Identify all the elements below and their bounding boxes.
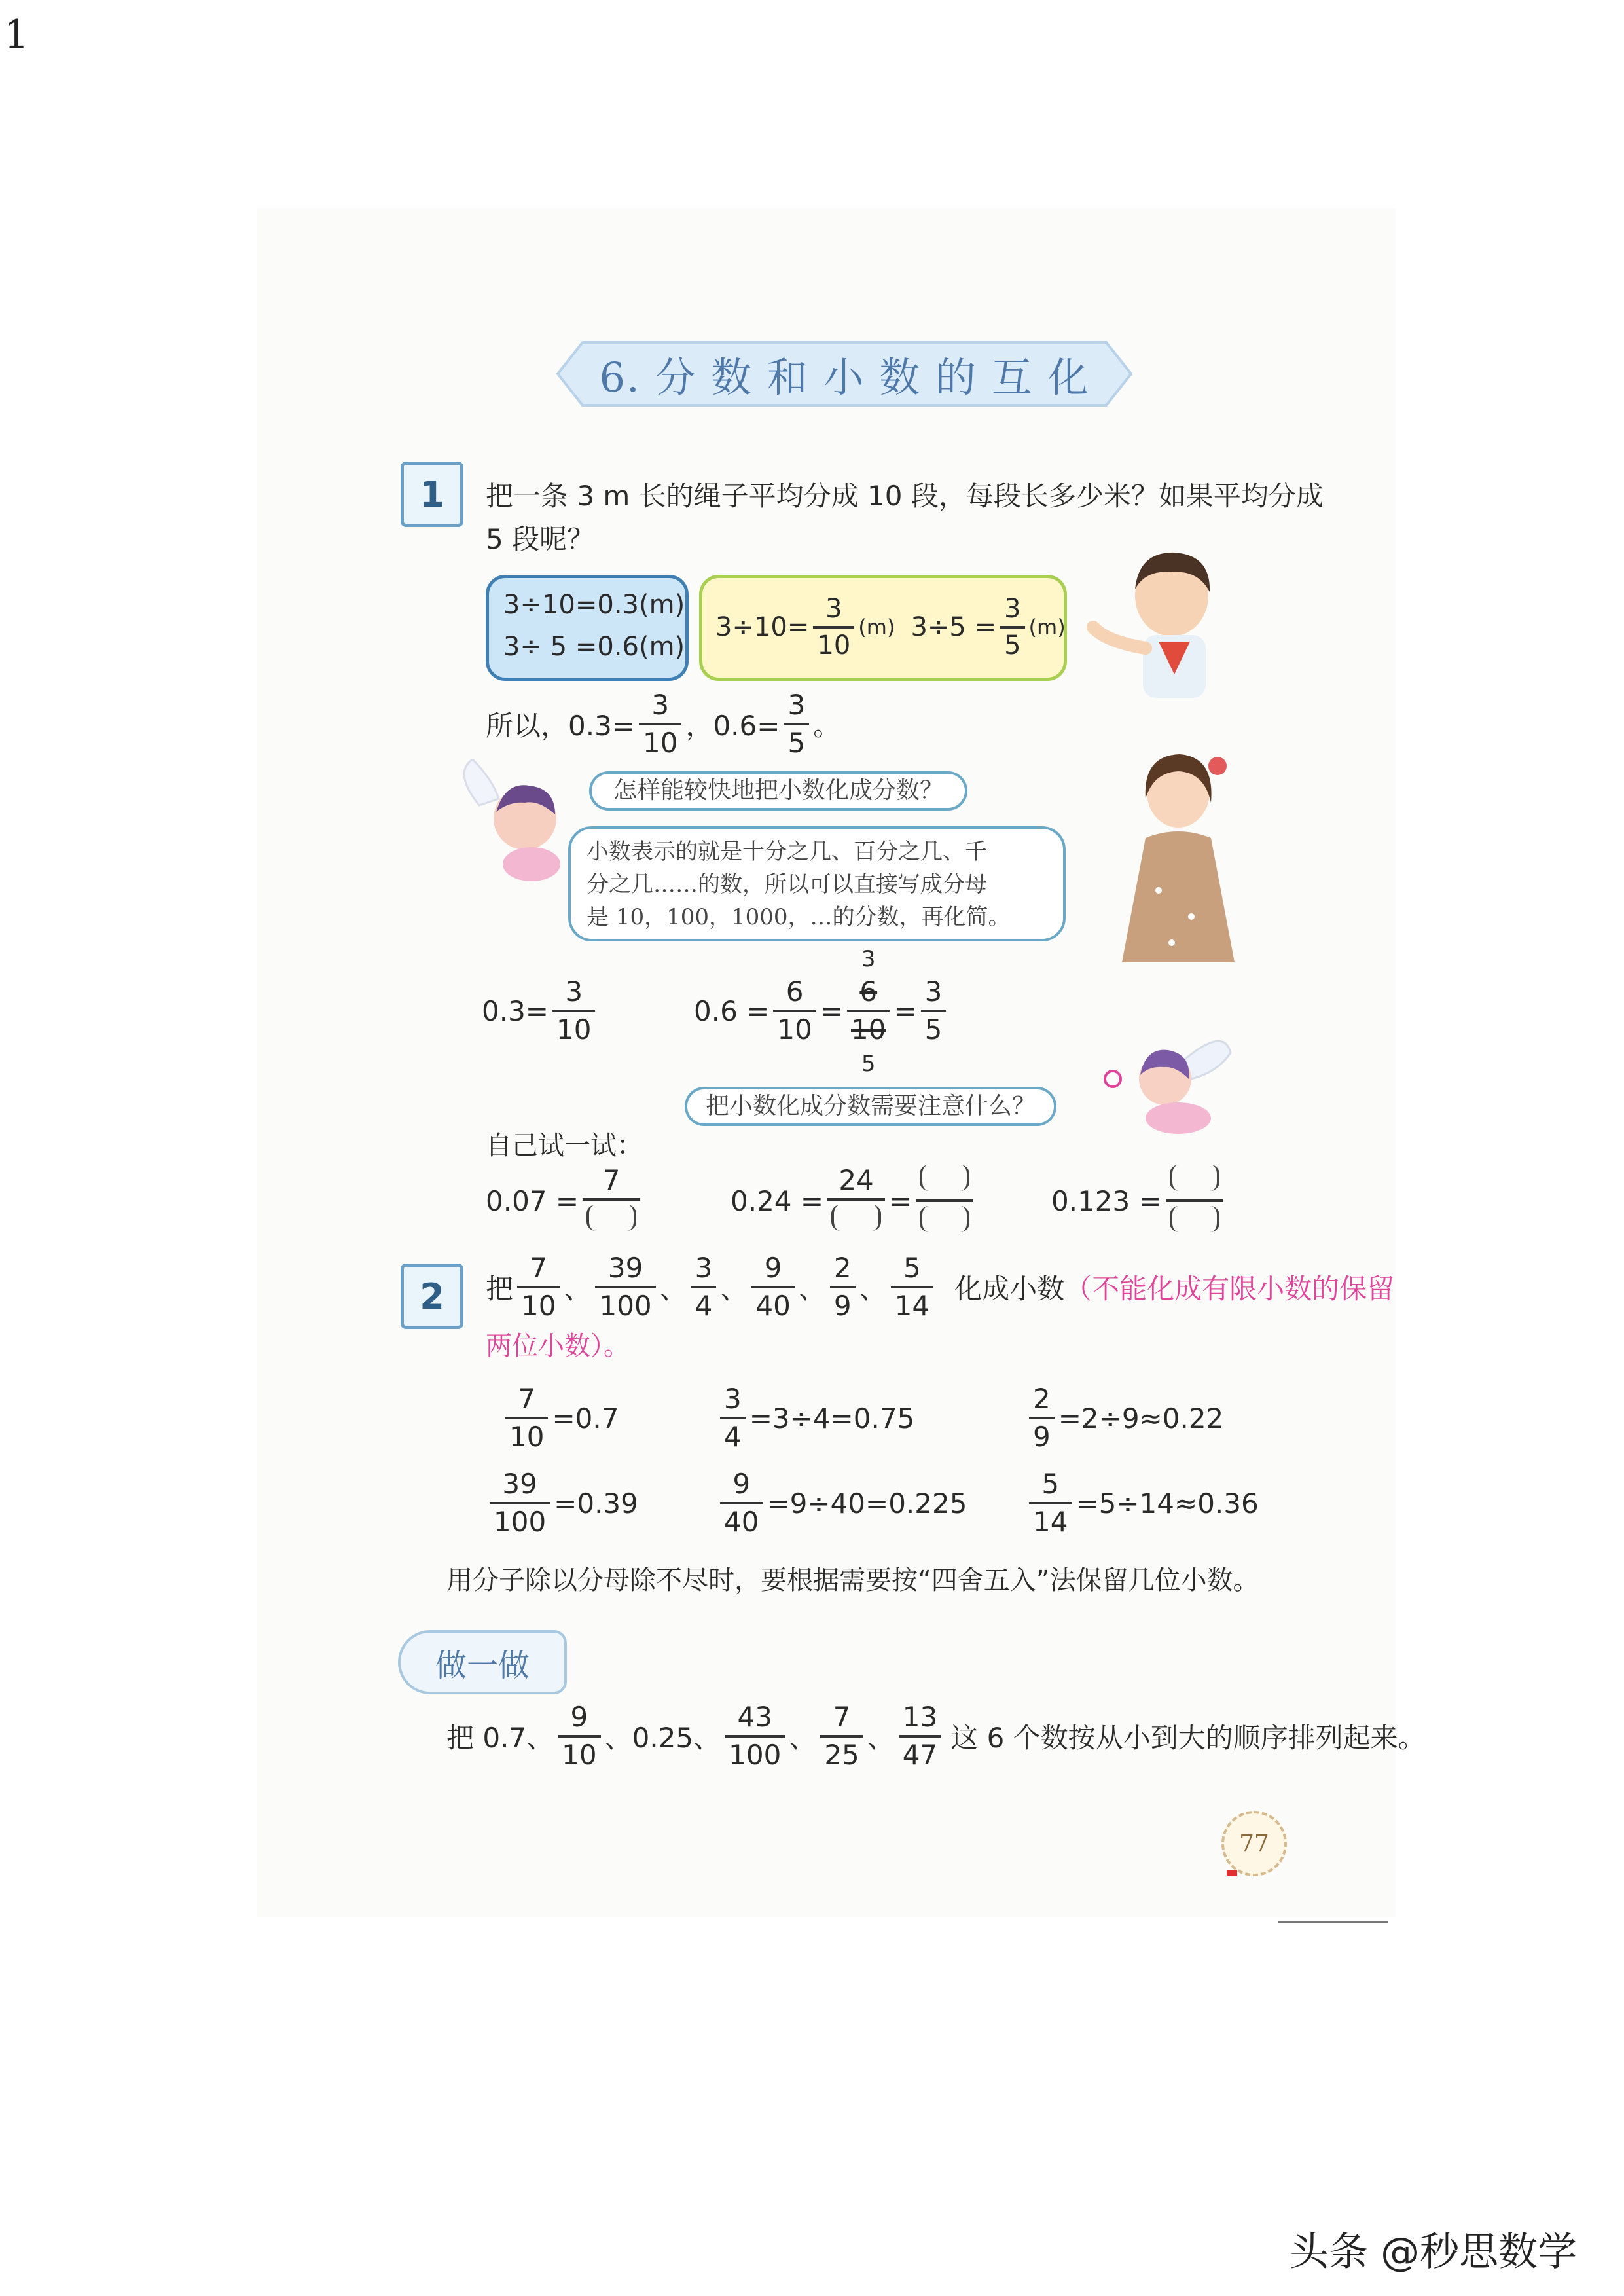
answer-row <box>501 1381 619 1455</box>
page-title: 6. 分 数 和 小 数 的 互 化 <box>599 353 1090 401</box>
blank-numerator[interactable] <box>920 1165 969 1191</box>
try-1-fraction: 7 <box>583 1167 640 1235</box>
answer-fraction: $\frac{3}{4}$ <box>720 1385 746 1451</box>
answer-fraction: $\frac{39}{100}$ <box>490 1470 550 1536</box>
equals-2: = <box>893 994 917 1027</box>
reduce-bottom-mark: 5 <box>861 1051 876 1077</box>
try-1-left: 0.07 = <box>486 1184 579 1217</box>
equals: = <box>889 1184 912 1217</box>
example-1-badge <box>401 462 463 527</box>
try-3-left: 0.123 = <box>1051 1184 1162 1217</box>
calc-0-6-fraction-1: $\frac{6}{10}$ <box>773 978 816 1044</box>
fraction-3-10: $\frac{3}{10}$ <box>813 596 854 659</box>
answer-row <box>1025 1381 1223 1455</box>
try-2-fraction-2 <box>916 1165 973 1237</box>
so-separator: ，0.6= <box>685 710 780 742</box>
answer-result: =9÷40=0.225 <box>767 1487 967 1520</box>
decimal-line-1: 3÷10=0.3(m) <box>503 590 685 620</box>
try-2-fraction-1: 24 <box>827 1167 885 1235</box>
fairy-illustration <box>1087 1013 1244 1144</box>
calc-0-3-left: 0.3= <box>482 994 549 1027</box>
ex2-prefix: 把 <box>486 1273 514 1305</box>
practice-fraction: $\frac{13}{47}$ <box>899 1704 941 1769</box>
explanation-line-1: 小数表示的就是十分之几、百分之几、千 <box>586 839 987 865</box>
answer-result: =0.7 <box>552 1402 619 1434</box>
answer-row <box>1025 1467 1259 1540</box>
practice-separator: 、0.25、 <box>604 1722 721 1754</box>
practice-label-badge <box>398 1630 567 1694</box>
blank-denominator[interactable] <box>831 1205 881 1231</box>
try-2-left: 0.24 = <box>731 1184 824 1217</box>
ex2-fraction: $\frac{39}{100}$ <box>595 1254 655 1320</box>
practice-question <box>446 1700 1426 1773</box>
answer-result: =2÷9≈0.22 <box>1058 1402 1224 1434</box>
try-3 <box>1051 1164 1227 1237</box>
calc-0-6 <box>694 946 950 1077</box>
blank-denominator[interactable] <box>920 1206 969 1232</box>
practice-suffix: 这 6 个数按从小到大的顺序排列起来。 <box>950 1722 1426 1754</box>
try-2 <box>731 1164 977 1237</box>
blank-denominator[interactable] <box>1170 1206 1219 1232</box>
ex2-fraction: $\frac{9}{40}$ <box>751 1254 794 1320</box>
ex2-fraction: $\frac{7}{10}$ <box>517 1254 560 1320</box>
practice-prefix: 把 0.7、 <box>446 1722 554 1754</box>
answer-fraction: $\frac{9}{40}$ <box>720 1470 763 1536</box>
watermark: 头条 @秒思数学 <box>1290 2229 1578 2275</box>
fraction-eq-2-left: 3÷5 = <box>911 612 997 642</box>
girl-illustration <box>1106 746 1244 969</box>
ex2-note-line-1: （不能化成有限小数的保留 <box>1064 1273 1395 1305</box>
practice-fraction: $\frac{9}{10}$ <box>558 1704 600 1769</box>
practice-label: 做一做 <box>435 1647 530 1684</box>
unit-1: (m) <box>858 615 895 640</box>
angel-illustration <box>453 759 584 884</box>
so-label: 所以，0.3= <box>486 710 635 742</box>
question-line-1: 把一条 3 m 长的绳子平均分成 10 段，每段长多少米？如果平均分成 <box>486 480 1324 512</box>
try-3-fraction <box>1166 1165 1223 1237</box>
divider-line <box>1278 1921 1388 1923</box>
practice-separator: 、 <box>789 1722 817 1754</box>
calc-0-3-fraction: $\frac{3}{10}$ <box>552 978 595 1044</box>
answer-result: =3÷4=0.75 <box>749 1402 915 1434</box>
explanation-line-3: 是 10，100，1000，…的分数，再化简。 <box>586 904 1011 930</box>
speech-bubble-question-1: 怎样能较快地把小数化成分数？ <box>589 771 967 811</box>
try-it-label: 自己试一试： <box>486 1131 643 1161</box>
decimal-line-2: 3÷ 5 =0.6(m) <box>503 632 685 662</box>
example-1-number: 1 <box>420 473 444 515</box>
so-fraction-3-10: $\frac{3}{10}$ <box>639 691 681 757</box>
example-2-badge <box>401 1264 463 1329</box>
blank-denominator[interactable] <box>586 1205 636 1231</box>
page-number-badge <box>1221 1811 1287 1876</box>
calc-0-6-fraction-3-5: $\frac{3}{5}$ <box>921 978 947 1044</box>
calc-0-3 <box>482 974 599 1048</box>
speech-bubble-question-2: 把小数化成分数需要注意什么？ <box>685 1087 1056 1126</box>
so-end: 。 <box>813 710 841 742</box>
blank-numerator[interactable] <box>1170 1165 1219 1191</box>
boy-illustration <box>1080 543 1237 701</box>
answer-row <box>716 1381 914 1455</box>
page-number-mark <box>1227 1870 1237 1876</box>
so-conclusion <box>486 689 840 759</box>
practice-separator: 、 <box>867 1722 895 1754</box>
example-2-number: 2 <box>420 1275 444 1317</box>
answer-fraction: $\frac{5}{14}$ <box>1029 1470 1072 1536</box>
answer-result: =0.39 <box>554 1487 638 1520</box>
decimal-solution-box <box>486 575 689 681</box>
ex2-note-line-2: 两位小数）。 <box>486 1331 630 1361</box>
fraction-3-5: $\frac{3}{5}$ <box>1000 596 1024 659</box>
practice-fraction: $\frac{7}{25}$ <box>820 1704 863 1769</box>
fraction-solution-box <box>699 575 1067 681</box>
calc-0-6-fraction-reduced: 3 6 10 5 <box>847 978 890 1044</box>
corner-page-number: 1 <box>4 12 29 58</box>
try-1 <box>486 1164 644 1237</box>
speech-bubble-explanation <box>568 826 1066 941</box>
answer-fraction: $\frac{2}{9}$ <box>1029 1385 1055 1451</box>
equals: = <box>820 994 843 1027</box>
explanation-line-2: 分之几……的数，所以可以直接写成分母 <box>586 871 987 898</box>
rounding-tip: 用分子除以分母除不尽时，要根据需要按“四舍五入”法保留几位小数。 <box>446 1565 1259 1595</box>
answer-result: =5÷14≈0.36 <box>1075 1487 1259 1520</box>
ex2-suffix: 化成小数 <box>954 1273 1065 1305</box>
fraction-eq-1-left: 3÷10= <box>715 612 810 642</box>
example-2-question: 把 $\frac{7}{10}$ 、 $\frac{39}{100}$ 、 $\frac{3}{4}$ 、 $\frac{9}{40}$ 、 $\frac{2}{9}$ 、 $\frac{5}{14}$ 化成小数 （不能化成有限小数的保留 <box>486 1252 1395 1322</box>
answer-row <box>716 1467 967 1540</box>
ex2-fraction: $\frac{5}{14}$ <box>891 1254 933 1320</box>
question-line-2: 5 段呢？ <box>486 523 595 555</box>
practice-fraction: $\frac{43}{100}$ <box>725 1704 785 1769</box>
page-number: 77 <box>1239 1830 1269 1857</box>
ex2-fraction: $\frac{2}{9}$ <box>830 1254 856 1320</box>
reduce-top-mark: 3 <box>861 946 876 972</box>
calc-0-6-left: 0.6 = <box>694 994 770 1027</box>
title-banner <box>556 337 1132 410</box>
answer-row <box>486 1467 638 1540</box>
so-fraction-3-5: $\frac{3}{5}$ <box>784 691 809 757</box>
answer-fraction: $\frac{7}{10}$ <box>505 1385 548 1451</box>
unit-2: (m) <box>1028 615 1066 640</box>
ex2-fraction: $\frac{3}{4}$ <box>691 1254 717 1320</box>
